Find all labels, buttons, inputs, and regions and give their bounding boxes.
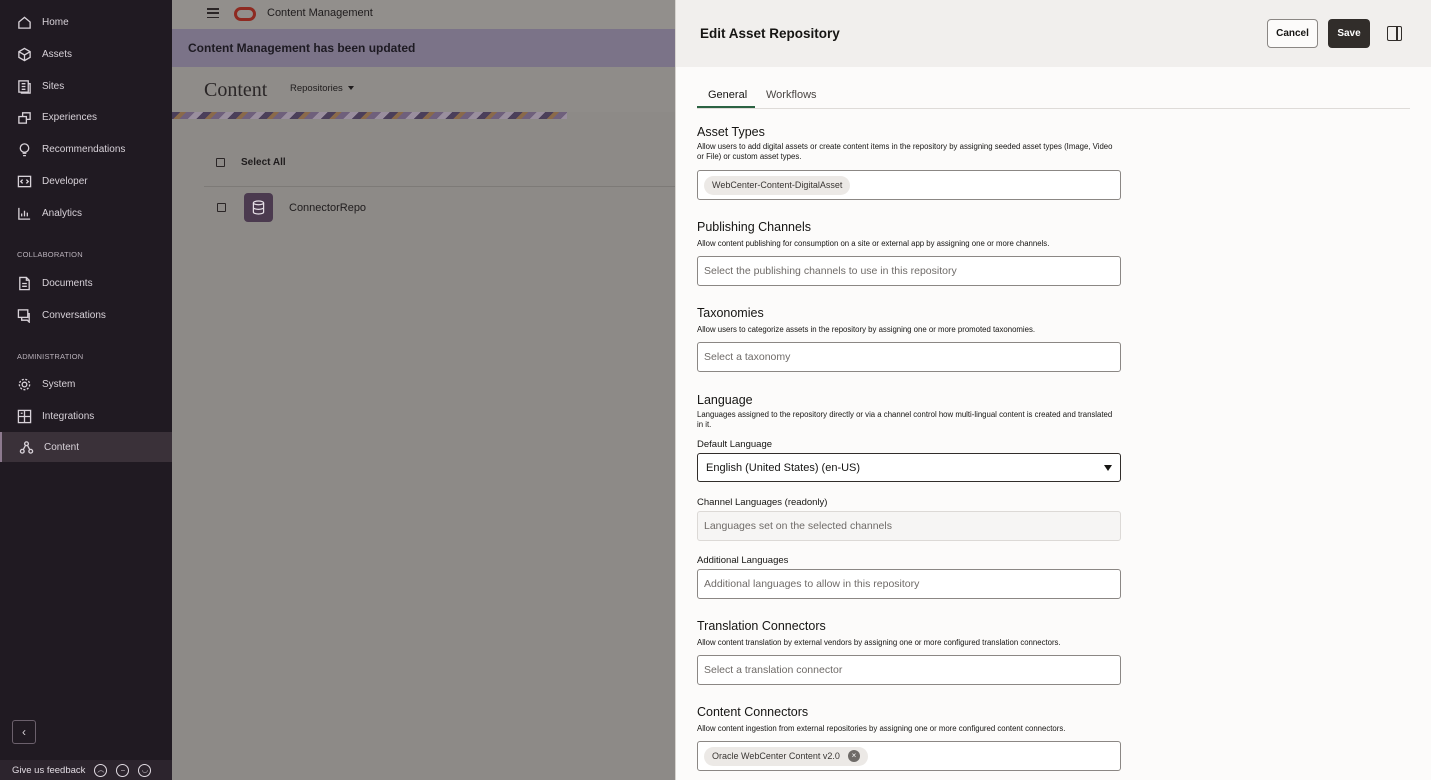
additional-languages-label: Additional Languages xyxy=(697,555,789,566)
publishing-channels-title: Publishing Channels xyxy=(697,220,811,234)
sidebar-item-label: Sites xyxy=(42,80,65,92)
asset-types-description: Allow users to add digital assets or create content items in the repository by assigning seeded asset types (Image, Video or File) or custom asset types. xyxy=(697,142,1113,161)
content-icon xyxy=(19,440,34,455)
edit-repository-drawer xyxy=(675,0,1431,780)
conversations-icon xyxy=(17,308,32,323)
sidebar-item-documents[interactable] xyxy=(0,268,172,298)
sidebar-item-label: Conversations xyxy=(42,309,106,321)
sidebar-item-assets[interactable] xyxy=(0,39,172,69)
default-language-select[interactable] xyxy=(697,453,1121,482)
language-title: Language xyxy=(697,393,753,407)
sidebar xyxy=(0,0,172,780)
collapse-sidebar-button[interactable] xyxy=(12,720,36,744)
sidebar-item-label: System xyxy=(42,378,76,390)
divider xyxy=(204,186,675,187)
channel-languages-label: Channel Languages (readonly) xyxy=(697,497,828,508)
additional-languages-input[interactable]: Additional languages to allow in this repository xyxy=(697,569,1121,599)
sidebar-item-label: Documents xyxy=(42,277,93,289)
update-banner: Content Management has been updated xyxy=(172,29,675,67)
lightbulb-icon xyxy=(17,142,32,157)
select-all-checkbox[interactable] xyxy=(216,158,225,167)
table-row[interactable] xyxy=(217,193,366,222)
select-all-label: Select All xyxy=(241,157,286,168)
sidebar-item-label: Integrations xyxy=(42,410,95,422)
sidebar-item-sites[interactable] xyxy=(0,71,172,101)
code-icon xyxy=(17,174,32,189)
default-language-label: Default Language xyxy=(697,439,773,450)
hamburger-icon[interactable] xyxy=(207,8,219,18)
sidebar-item-label: Content xyxy=(44,441,80,453)
publishing-channels-input[interactable]: Select the publishing channels to use in this repository xyxy=(697,256,1121,286)
asset-type-chip[interactable]: WebCenter-Content-DigitalAsset xyxy=(704,176,850,195)
sidebar-item-recommendations[interactable] xyxy=(0,134,172,164)
sidebar-item-integrations[interactable] xyxy=(0,401,172,431)
publishing-channels-description: Allow content publishing for consumption on a site or external app by assigning one or more channels. xyxy=(697,239,1050,248)
taxonomy-input[interactable]: Select a taxonomy xyxy=(697,342,1121,372)
app-title: Content Management xyxy=(267,7,373,19)
chart-icon xyxy=(17,206,32,221)
translation-connectors-description: Allow content translation by external vendors by assigning one or more configured translation connectors. xyxy=(697,638,1061,647)
sad-face-icon[interactable]: ︵ xyxy=(94,764,107,777)
save-button[interactable]: Save xyxy=(1328,19,1370,48)
row-checkbox[interactable] xyxy=(217,203,226,212)
administration-section-label: ADMINISTRATION xyxy=(17,352,84,361)
panel-toggle-icon[interactable] xyxy=(1387,26,1402,41)
chevron-left-icon: ‹ xyxy=(22,725,26,739)
drawer-title: Edit Asset Repository xyxy=(700,26,840,41)
sites-icon xyxy=(17,79,32,94)
sidebar-item-label: Recommendations xyxy=(42,143,126,155)
experiences-icon xyxy=(17,110,32,125)
content-connectors-input[interactable] xyxy=(697,741,1121,771)
sidebar-item-developer[interactable] xyxy=(0,166,172,196)
tab-workflows[interactable]: Workflows xyxy=(766,89,817,101)
happy-face-icon[interactable]: ◡ xyxy=(138,764,151,777)
default-language-value: English (United States) (en-US) xyxy=(706,461,861,474)
content-header xyxy=(172,67,675,112)
content-connectors-description: Allow content ingestion from external repositories by assigning one or more configured content connectors. xyxy=(697,724,1066,733)
remove-chip-icon[interactable]: × xyxy=(848,750,860,762)
taxonomies-title: Taxonomies xyxy=(697,306,764,320)
sidebar-item-label: Assets xyxy=(42,48,73,60)
language-description: Languages assigned to the repository directly or via a channel control how multi-lingual content is created and translated in it. xyxy=(697,410,1113,429)
translation-connectors-title: Translation Connectors xyxy=(697,619,826,633)
chip-label: Oracle WebCenter Content v2.0 xyxy=(712,751,840,761)
select-all-row xyxy=(216,157,286,168)
oracle-logo-icon xyxy=(234,7,256,21)
caret-down-icon xyxy=(348,86,354,90)
channel-languages-field: Languages set on the selected channels xyxy=(697,511,1121,541)
sidebar-item-experiences[interactable] xyxy=(0,102,172,132)
sidebar-item-analytics[interactable] xyxy=(0,198,172,228)
page-title: Content xyxy=(204,79,268,101)
sidebar-item-home[interactable] xyxy=(0,7,172,37)
sidebar-item-label: Developer xyxy=(42,175,88,187)
translation-connector-input[interactable]: Select a translation connector xyxy=(697,655,1121,685)
home-icon xyxy=(17,15,32,30)
stripe-fade xyxy=(567,112,675,119)
drawer-header xyxy=(676,0,1431,67)
sidebar-item-content[interactable] xyxy=(0,432,172,462)
tabs xyxy=(697,84,1410,109)
content-connector-chip[interactable] xyxy=(704,747,868,766)
tab-general[interactable]: General xyxy=(708,89,748,101)
cancel-button[interactable]: Cancel xyxy=(1267,19,1318,48)
asset-types-input[interactable] xyxy=(697,170,1121,200)
sidebar-item-system[interactable] xyxy=(0,369,172,399)
integrations-icon xyxy=(17,409,32,424)
repositories-label: Repositories xyxy=(290,83,343,94)
neutral-face-icon[interactable]: – xyxy=(116,764,129,777)
sidebar-item-label: Experiences xyxy=(42,111,98,123)
active-tab-indicator xyxy=(697,106,755,108)
sidebar-item-conversations[interactable] xyxy=(0,300,172,330)
feedback-label: Give us feedback xyxy=(12,764,86,776)
taxonomies-description: Allow users to categorize assets in the repository by assigning one or more promoted taxonomies. xyxy=(697,325,1036,334)
documents-icon xyxy=(17,276,32,291)
repo-name[interactable]: ConnectorRepo xyxy=(289,201,367,214)
repositories-dropdown[interactable] xyxy=(290,83,354,94)
content-connectors-title: Content Connectors xyxy=(697,705,809,719)
cube-icon xyxy=(17,47,32,62)
collaboration-section-label: COLLABORATION xyxy=(17,250,83,259)
main-content xyxy=(172,0,675,780)
database-icon xyxy=(244,193,273,222)
gear-icon xyxy=(17,377,32,392)
sidebar-item-label: Analytics xyxy=(42,207,83,219)
sidebar-item-label: Home xyxy=(42,16,69,28)
feedback-bar xyxy=(0,760,172,780)
asset-types-title: Asset Types xyxy=(697,125,765,139)
top-bar xyxy=(172,0,675,29)
caret-down-icon xyxy=(1104,465,1112,471)
